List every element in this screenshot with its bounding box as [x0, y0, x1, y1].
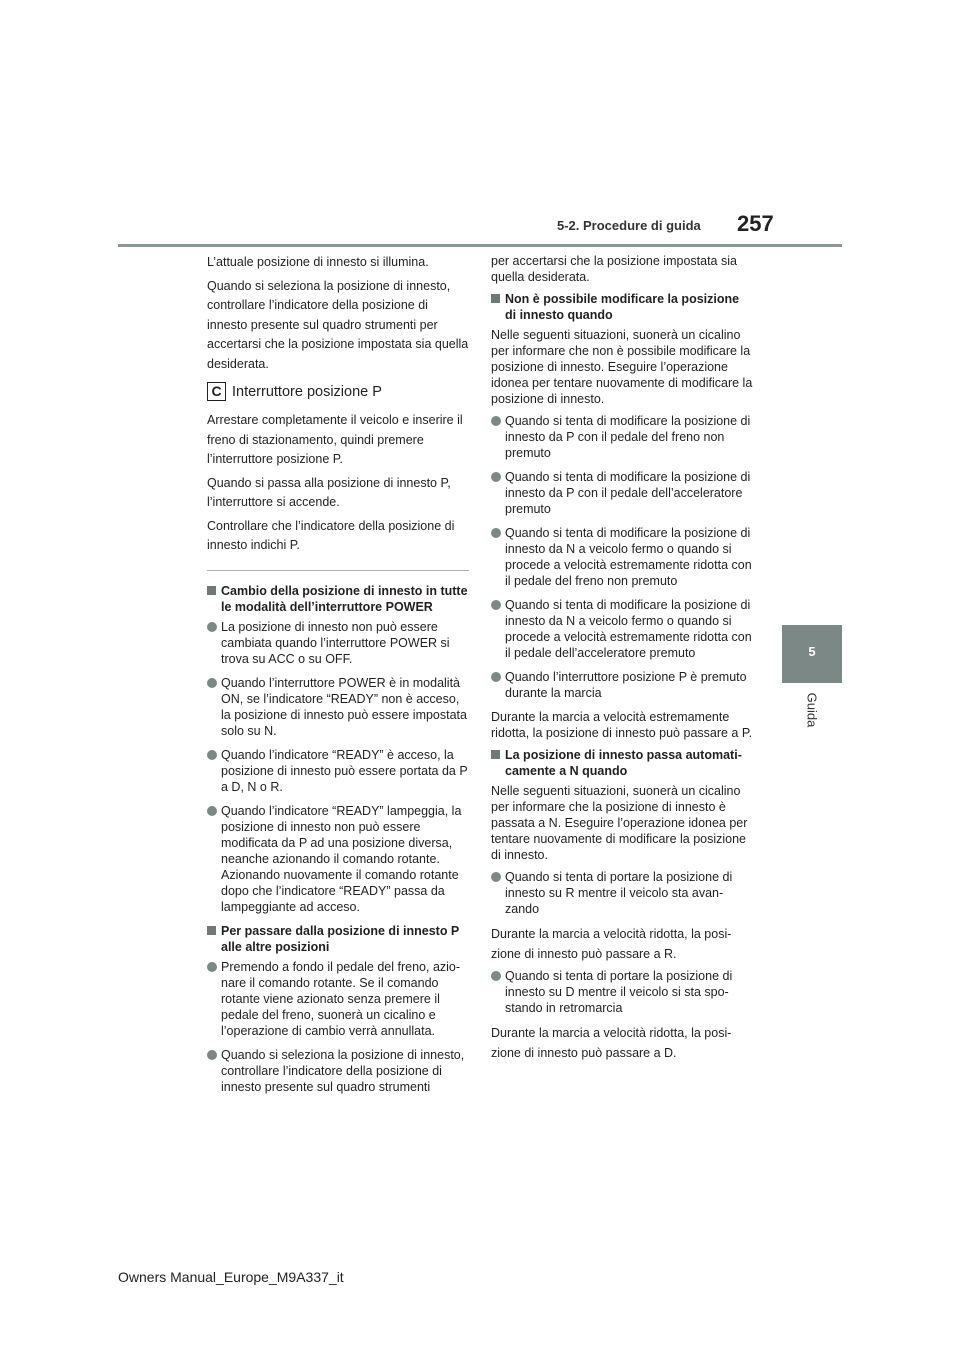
round-bullet-icon — [207, 806, 217, 816]
bullet-text: Quando si tenta di portare la posizione di innesto su R mentre il veicolo sta avanzando — [505, 870, 733, 916]
round-bullet-icon — [491, 472, 501, 482]
bullet-item — [207, 675, 469, 739]
note-paragraph: Durante la marcia a velocità ridotta, la posizione di innesto può passare a R. — [491, 927, 732, 961]
bullet-text: Quando l’indicatore “READY” lampeggia, la posizione di innesto non può essere modificata da P ad una posizione diversa, neanche azionando il comando rotante. Azionando nuovamente il comando rotante dopo che l’indicatore “READY” passa da lampeggiante ad acceso. — [221, 803, 462, 914]
right-column — [491, 253, 753, 1067]
bullet-text: Quando l’interruttore POWER è in modalità ON, se l’indicatore “READY” non è acceso, la posizione di innesto può essere impostata solo su N. — [221, 675, 467, 738]
page-number: 257 — [737, 211, 774, 236]
note-paragraph: Nelle seguenti situazioni, suonerà un cicalino per informare che la posizione di innesto è passata a N. Eseguire l’operazione idonea per tentare nuovamente di modificare la posizione di innesto. — [491, 784, 748, 862]
round-bullet-icon — [491, 600, 501, 610]
header-rule — [118, 244, 842, 247]
intro-paragraph: L’attuale posizione di innesto si illumina. — [207, 255, 429, 269]
note-heading-text: Per passare dalla posizione di innesto P alle altre posizioni — [221, 923, 460, 954]
bullet-text: Quando l’indicatore “READY” è acceso, la posizione di innesto può essere portata da P a D, N o R. — [221, 747, 468, 794]
section-c-badge: C — [207, 382, 226, 401]
round-bullet-icon — [491, 416, 501, 426]
bullet-text: Quando si tenta di portare la posizione di innesto su D mentre il veicolo si sta spostando in retromarcia — [505, 969, 733, 1015]
note-heading — [491, 747, 753, 779]
section-c-paragraph: Quando si passa alla posizione di innesto P, l’interruttore si accende. — [207, 475, 451, 509]
round-bullet-icon — [207, 678, 217, 688]
bullet-item — [207, 619, 469, 667]
bullet-item — [491, 525, 753, 589]
continued-text: per accertarsi che la posizione impostata sia quella desiderata. — [491, 254, 737, 284]
bullet-item — [491, 968, 753, 1016]
section-c-paragraph: Arrestare completamente il veicolo e inserire il freno di stazionamento, quindi premere l’interruttore posizione P. — [207, 413, 463, 466]
chapter-label — [784, 690, 840, 738]
bullet-item — [491, 869, 753, 917]
note-heading-text: Cambio della posizione di innesto in tutte le modalità dell’interruttore POWER — [221, 583, 468, 614]
bullet-text: Quando si seleziona la posizione di innesto, controllare l’indicatore della posizione di innesto presente sul quadro strumenti — [221, 1047, 465, 1094]
note-heading-text: Non è possibile modificare la posizione di innesto quando — [505, 292, 740, 322]
bullet-text: Quando si tenta di modificare la posizione di innesto da N a veicolo fermo o quando si procede a velocità estremamente ridotta con il pedale del freno non premuto — [505, 526, 752, 588]
chapter-label-text: Guida — [804, 692, 820, 728]
round-bullet-icon — [491, 528, 501, 538]
note-paragraph: Durante la marcia a velocità estremamente ridotta, la posizione di innesto può passare a P. — [491, 710, 753, 740]
bullet-item — [207, 959, 469, 1039]
note-paragraph: Nelle seguenti situazioni, suonerà un cicalino per informare che non è possibile modificare la posizione di innesto. Eseguire l’operazione idonea per tentare nuovamente di modificare la posizione di innesto. — [491, 328, 753, 406]
round-bullet-icon — [207, 962, 217, 972]
section-c-title-text: Interruttore posizione P — [232, 383, 382, 400]
note-paragraph: Durante la marcia a velocità ridotta, la posizione di innesto può passare a D. — [491, 1026, 732, 1060]
bullet-item — [491, 597, 753, 661]
round-bullet-icon — [207, 622, 217, 632]
bullet-text: Premendo a fondo il pedale del freno, azionare il comando rotante. Se il comando rotante viene azionato senza premere il pedale del freno, suonerà un cicalino e l’operazione di cambio verrà annullata. — [221, 959, 461, 1038]
round-bullet-icon — [207, 750, 217, 760]
bullet-text: La posizione di innesto non può essere cambiata quando l’interruttore POWER si trova su ACC o su OFF. — [221, 619, 450, 666]
section-c-title — [207, 382, 469, 401]
note-heading — [207, 583, 469, 615]
round-bullet-icon — [207, 1050, 217, 1060]
round-bullet-icon — [491, 872, 501, 882]
bullet-text: Quando si tenta di modificare la posizione di innesto da N a veicolo fermo o quando si procede a velocità estremamente ridotta con il pedale dell’acceleratore premuto — [505, 598, 752, 660]
chapter-tab — [782, 625, 842, 683]
header-section-title: 5-2. Procedure di guida — [557, 218, 701, 233]
note-heading — [207, 923, 469, 955]
section-divider — [207, 570, 469, 571]
bullet-item — [491, 413, 753, 461]
square-bullet-icon — [491, 750, 500, 759]
bullet-item — [207, 1047, 469, 1095]
section-c-paragraph: Controllare che l’indicatore della posizione di innesto indichi P. — [207, 518, 455, 552]
intro-paragraph: Quando si seleziona la posizione di innesto, controllare l’indicatore della posizione di innesto presente sul quadro strumenti per accertarsi che la posizione impostata sia quella desiderata. — [207, 278, 469, 371]
round-bullet-icon — [491, 672, 501, 682]
footer-text: Owners Manual_Europe_M9A337_it — [118, 1269, 344, 1285]
square-bullet-icon — [491, 294, 500, 303]
note-heading-text: La posizione di innesto passa automaticamente a N quando — [505, 748, 742, 778]
square-bullet-icon — [207, 926, 216, 935]
bullet-text: Quando l’interruttore posizione P è premuto durante la marcia — [505, 670, 747, 700]
bullet-item — [207, 803, 469, 915]
note-heading — [491, 291, 753, 323]
chapter-number: 5 — [808, 644, 816, 659]
bullet-item — [207, 747, 469, 795]
bullet-text: Quando si tenta di modificare la posizione di innesto da P con il pedale dell’acceleratore premuto — [505, 470, 751, 516]
bullet-text: Quando si tenta di modificare la posizione di innesto da P con il pedale del freno non premuto — [505, 414, 751, 460]
left-column — [207, 253, 469, 1103]
round-bullet-icon — [491, 971, 501, 981]
bullet-item — [491, 469, 753, 517]
bullet-item — [491, 669, 753, 701]
square-bullet-icon — [207, 586, 216, 595]
